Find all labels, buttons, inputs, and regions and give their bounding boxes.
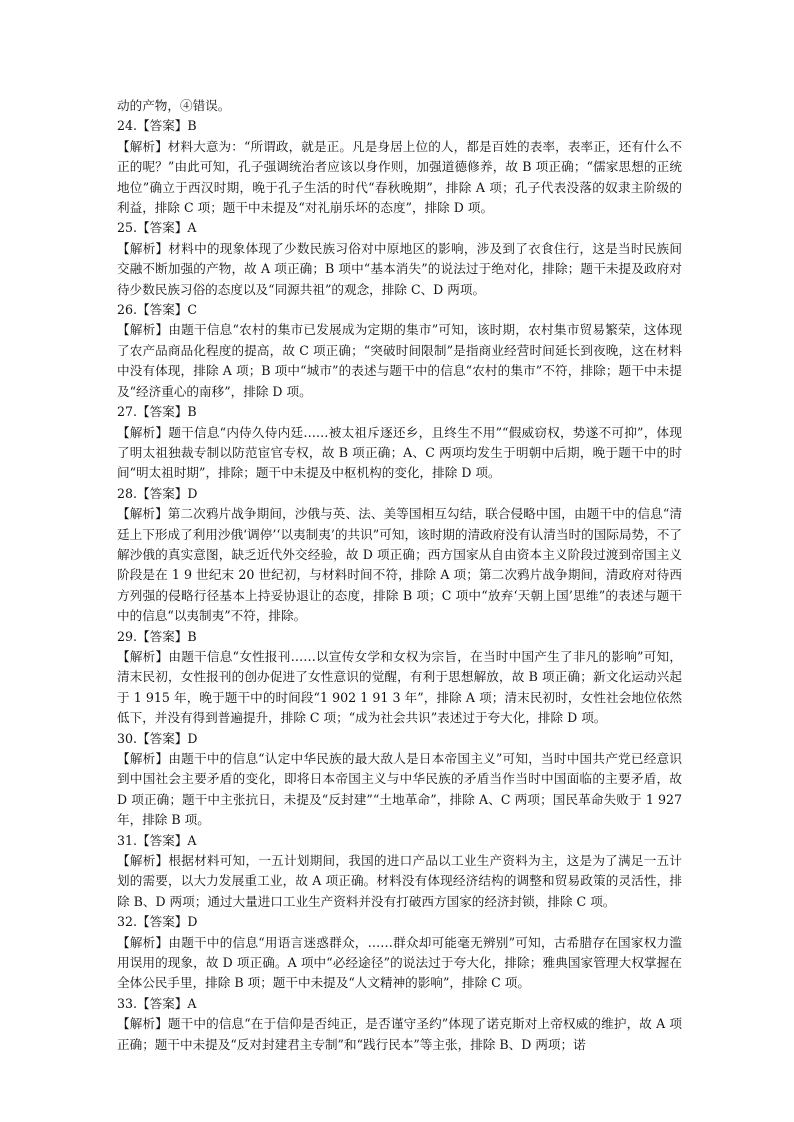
analysis-text: 【解析】题干信息“内侍久侍内廷……被太祖斥逐还乡，且终生不用”“假威窃权，势遂不可抑”，体现了明太祖独裁专制以防范宦官专权，故 B 项正确；A、C 两项均发生于明朝中后期，晚于题干中的时间“明太祖时期”，排除；题干中未提及中枢机构的变化，排除 D 项。 <box>117 424 682 481</box>
analysis-text: 【解析】材料大意为：“所谓政，就是正。凡是身居上位的人，都是百姓的表率，表率正，还有什么不正的呢？”由此可知，孔子强调统治者应该以身作则，加强道德修养，故 B 项正确；“儒家思想的正统地位”确立于西汉时期，晚于孔子生活的时代“春秋晚期”，排除 A 项；孔子代表没落的奴隶主阶级的利益，排除 C 项；题干中未提及“对礼崩乐坏的态度”，排除 D 项。 <box>117 138 682 216</box>
analysis-text: 【解析】由题干中的信息“认定中华民族的最大敌人是日本帝国主义”可知，当时中国共产党已经意识到中国社会主要矛盾的变化，即将日本帝国主义与中华民族的矛盾当作当时中国面临的主要矛盾，故 D 项正确；题干中主张抗日，未提及“反封建”“土地革命”，排除 A、C 两项；国民革命失败于 1 927 年，排除 B 项。 <box>117 751 682 828</box>
answer-line: 27.【答案】B <box>117 404 197 420</box>
answer-line: 29.【答案】B <box>117 628 197 644</box>
answer-line: 33.【答案】A <box>117 995 197 1011</box>
answer-line: 28.【答案】D <box>117 485 198 501</box>
answer-line: 25.【答案】A <box>117 220 197 236</box>
list-item-26 <box>117 300 682 402</box>
document-page <box>117 96 682 1055</box>
list-item-25 <box>117 218 682 300</box>
list-item-27 <box>117 402 682 484</box>
analysis-text: 【解析】题干中的信息“在于信仰是否纯正，是否谨守圣约”体现了诺克斯对上帝权威的维护，故 A 项正确；题干中未提及“反对封建君主专制”和“践行民本”等主张，排除 B、D 两项；诺 <box>117 1016 682 1052</box>
intro-text: 动的产物，④错误。 <box>117 98 231 113</box>
answer-line: 26.【答案】C <box>117 302 198 318</box>
answer-line: 32.【答案】D <box>117 914 198 930</box>
analysis-text: 【解析】由题干中的信息“用语言迷惑群众，……群众却可能毫无辨别”可知，古希腊存在国家权力滥用误用的现象，故 D 项正确。A 项中“必经途径”的说法过于夸大化，排除；雅典国家管理大权掌握在全体公民手里，排除 B 项；题干中未提及“人文精神的影响”，排除 C 项。 <box>117 934 682 991</box>
list-item-24 <box>117 116 682 218</box>
list-item-30 <box>117 729 682 831</box>
analysis-text: 【解析】第二次鸦片战争期间，沙俄与英、法、美等国相互勾结，联合侵略中国，由题干中的信息“清廷上下形成了利用沙俄‘调停’‘以夷制夷’的共识”可知，该时期的清政府没有认清当时的国际局势，不了解沙俄的真实意图，缺乏近代外交经验，故 D 项正确；西方国家从自由资本主义阶段过渡到帝国主义阶段是在 1 9 世纪末 20 世纪初，与材料时间不符，排除 A 项；第二次鸦片战争期间，清政府对待西方列强的侵略行径基本上持妥协退让的态度，排除 B 项；C 项中“放弃‘天朝上国’思维”的表述与题干中的信息“以夷制夷”不符，排除。 <box>117 506 682 624</box>
answer-line: 30.【答案】D <box>117 730 198 746</box>
analysis-text: 【解析】材料中的现象体现了少数民族习俗对中原地区的影响，涉及到了衣食住行，这是当时民族间交融不断加强的产物，故 A 项正确；B 项中“基本消失”的说法过于绝对化，排除；题干未提及政府对待少数民族习俗的态度以及“同源共祖”的观念，排除 C、D 两项。 <box>117 240 682 297</box>
analysis-text: 【解析】由题干信息“女性报刊……以宣传女学和女权为宗旨，在当时中国产生了非凡的影响”可知，清末民初，女性报刊的创办促进了女性意识的觉醒，有利于思想解放，故 B 项正确；新文化运动兴起于 1 915 年，晚于题干中的时间段“1 902 1 91 3 年”，排除 A 项；清末民初时，女性社会地位依然低下，并没有得到普遍提升，排除 C 项；“成为社会共识”表述过于夸大化，排除 D 项。 <box>117 648 682 726</box>
analysis-text: 【解析】由题干信息“农村的集市已发展成为定期的集市”可知，该时期，农村集市贸易繁荣，这体现了农产品商品化程度的提高，故 C 项正确；“突破时间限制”是指商业经营时间延长到夜晚，这在材料中没有体现，排除 A 项；B 项中“城市”的表述与题干中的信息“农村的集市”不符，排除；题干中未提及“经济重心的南移”，排除 D 项。 <box>117 322 682 399</box>
list-item-31 <box>117 831 682 913</box>
answer-line: 31.【答案】A <box>117 832 197 848</box>
list-item-29 <box>117 627 682 729</box>
list-item-33 <box>117 994 682 1055</box>
answer-line: 24.【答案】B <box>117 118 197 134</box>
list-item-28 <box>117 484 682 627</box>
analysis-text: 【解析】根据材料可知，一五计划期间，我国的进口产品以工业生产资料为主，这是为了满足一五计划的需要，以大力发展重工业，故 A 项正确。材料没有体现经济结构的调整和贸易政策的灵活性，排除 B、D 两项；通过大量进口工业生产资料并没有打破西方国家的经济封锁，排除 C 项。 <box>117 853 682 909</box>
list-item-32 <box>117 912 682 994</box>
